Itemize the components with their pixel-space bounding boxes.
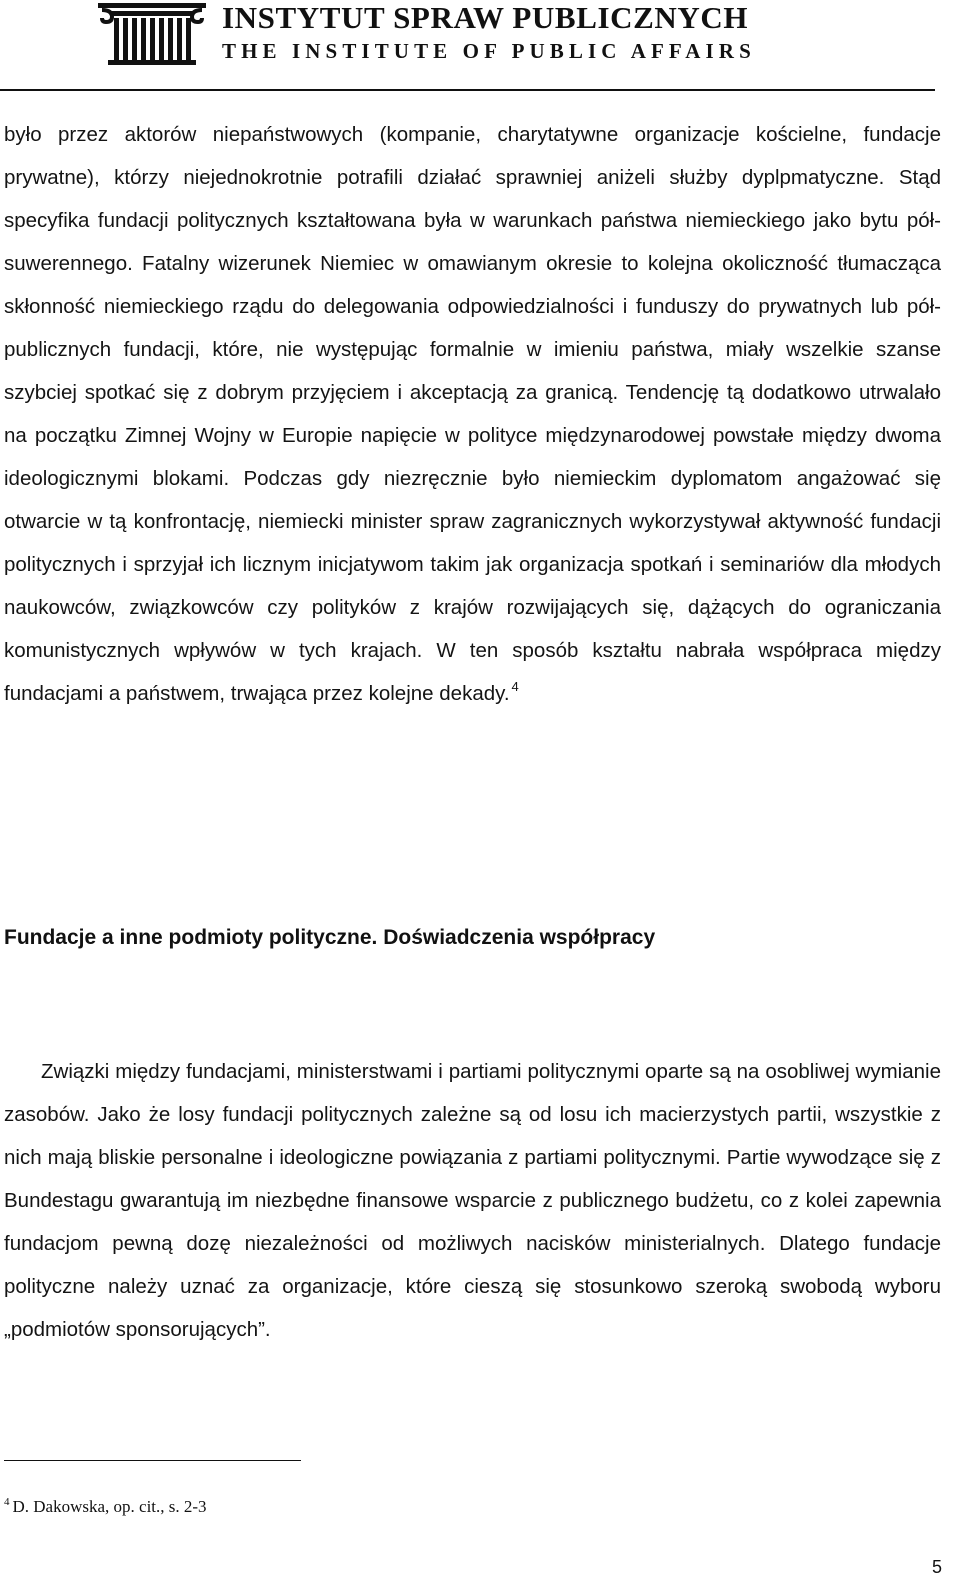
footnote <box>4 1496 207 1517</box>
column-logo-icon <box>98 3 206 65</box>
footnote-reference[interactable]: 4 <box>511 679 519 694</box>
header-divider <box>0 89 935 91</box>
page-number: 5 <box>931 1557 942 1577</box>
page-header <box>0 0 960 96</box>
body-paragraph-2: Związki między fundacjami, ministerstwami i partiami politycznymi oparte są na osobliwej wymianie zasobów. Jako że losy fundacji politycznych zależne są od losu ich macierzystych partii, wszystkie z nich mają bliskie personalne i ideologiczne powiązania z partiami politycznymi. Partie wywodzące się z Bundestagu gwarantują im niezbędne finansowe wsparcie z publicznego budżetu, co z kolei zapewnia fundacjom pewną dozę niezależności od możliwych nacisków ministerialnych. Dlatego fundacje polityczne należy uznać za organizacje, które cieszą się stosunkowo szeroką swobodą wyboru „podmiotów sponsorujących”. <box>4 1060 941 1341</box>
body-paragraph-1-text: było przez aktorów niepaństwowych (kompanie, charytatywne organizacje kościelne, fundacje prywatne), którzy niejednokrotnie potrafili działać sprawniej aniżeli służby dyplpmatyczne. Stąd specyfika fundacji politycznych kształtowana była w warunkach państwa niemieckiego jako bytu pół-suwerennego. Fatalny wizerunek Niemiec w omawianym okresie to kolejna okoliczność tłumacząca skłonność niemieckiego rządu do delegowania odpowiedzialności i funduszy do prywatnych lub pół-publicznych fundacji, które, nie występując formalnie w imieniu państwa, miały wszelkie szanse szybciej spotkać się z dobrym przyjęciem i akceptacją za granicą. Tendencję tą dodatkowo utrwalało na początku Zimnej Wojny w Europie napięcie w polityce międzynarodowej powstałe między dwoma ideologicznymi blokami. Podczas gdy niezręcznie było niemieckim dyplomatom angażować się otwarcie w tą konfrontację, niemiecki minister spraw zagranicznych wykorzystywał aktywność fundacji politycznych i sprzyjał ich licznym inicjatywom takim jak organizacja spotkań i seminariów dla młodych naukowców, związkowców czy polityków z krajów rozwijających się, dążących do ograniczania komunistycznych wpływów w tych krajach. W ten sposób kształtu nabrała współpraca między fundacjami a państwem, trwająca przez kolejne dekady. <box>4 123 941 705</box>
institute-name-polish: INSTYTUT SPRAW PUBLICZNYCH <box>222 0 749 35</box>
footnote-text: D. Dakowska, op. cit., s. 2-3 <box>12 1497 207 1516</box>
institute-name-english: THE INSTITUTE OF PUBLIC AFFAIRS <box>222 39 756 63</box>
section-heading: Fundacje a inne podmioty polityczne. Doświadczenia współpracy <box>4 926 656 949</box>
footnote-divider <box>4 1460 301 1461</box>
body-paragraph-1 <box>4 113 941 715</box>
footnote-number: 4 <box>4 1496 10 1508</box>
